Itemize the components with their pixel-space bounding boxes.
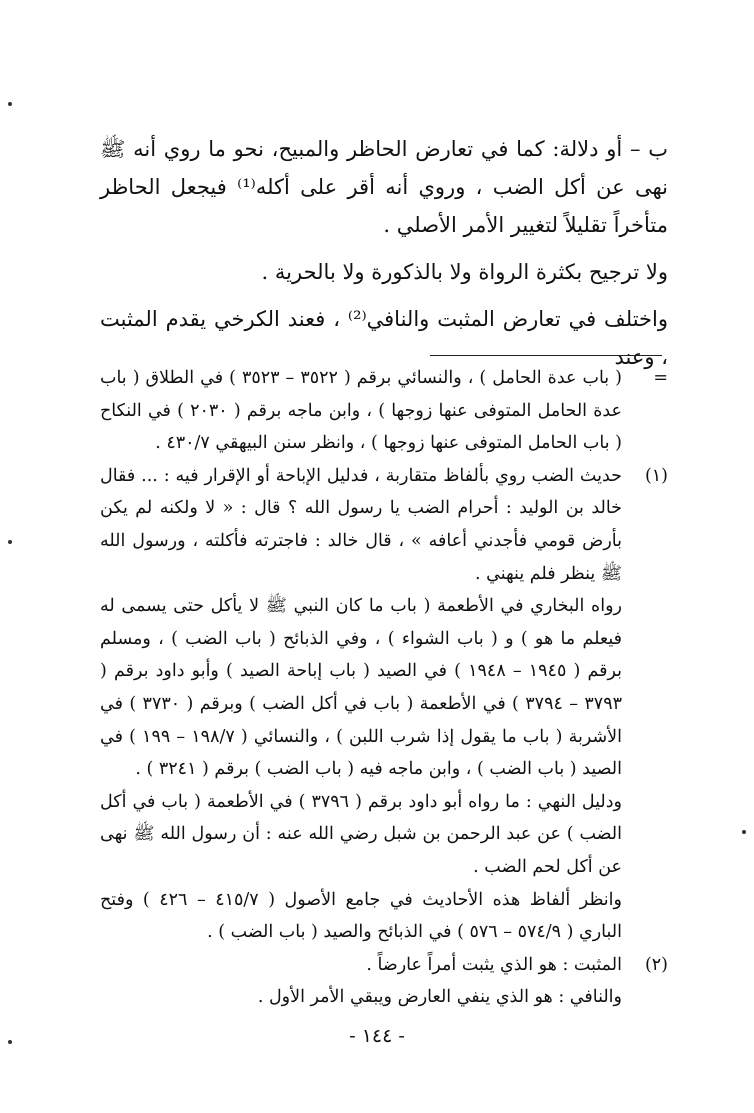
footnote-separator [430, 355, 662, 356]
main-paragraph: ب – أو دلالة: كما في تعارض الحاظر والمبيح، نحو ما روي أنه ﷺ نهى عن أكل الضب ، وروي أنه أقر على أكله⁽¹⁾ فيجعل الحاظر متأخراً تقليلاً لتغيير الأمر الأصلي . [100, 137, 668, 237]
footnote-continuation [100, 362, 668, 460]
page-number: - ١٤٤ - [349, 1025, 405, 1047]
footnote-paragraph: والنافي : هو الذي ينفي العارض ويبقي الأمر الأول . [257, 987, 622, 1008]
scan-mark [742, 830, 746, 834]
footnote-marker: (٢) [644, 954, 668, 975]
main-paragraph: واختلف في تعارض المثبت والنافي⁽²⁾ ، فعند الكرخي يقدم المثبت ، وعند [100, 307, 669, 369]
footnote-2 [100, 949, 668, 1014]
footnote-paragraph: حديث الضب روي بألفاظ متقاربة ، فدليل الإباحة أو الإقرار فيه : ... فقال خالد بن الوليد : أحرام الضب يا رسول الله ؟ قال : « لا ولكنه لم يكن بأرض قومي فأجدني أعافه » ، قال خالد : فاجترته فأكلته ، ورسول الله ﷺ ينظر فلم ينهني . [100, 465, 622, 584]
footnote-paragraph: وانظر ألفاظ هذه الأحاديث في جامع الأصول ( ٤١٥/٧ – ٤٢٦ ) وفتح الباري ( ٥٧٤/٩ – ٥٧٦ ) في الذبائح والصيد ( باب الضب ) . [100, 889, 622, 943]
footnote-marker: = [653, 368, 668, 388]
footnote-1 [100, 460, 668, 949]
footnote-body [100, 460, 622, 949]
scan-mark [8, 540, 12, 544]
footnote-marker: (١) [644, 465, 668, 486]
main-text [100, 130, 668, 385]
footnote-paragraph: المثبت : هو الذي يثبت أمراً عارضاً . [366, 954, 622, 975]
footnotes [100, 362, 668, 1014]
footnote-paragraph: رواه البخاري في الأطعمة ( باب ما كان النبي ﷺ لا يأكل حتى يسمى له فيعلم ما هو ) و ( باب الشواء ) ، وفي الذبائح ( باب الضب ) ، ومسلم برقم ( ١٩٤٥ – ١٩٤٨ ) في الصيد ( باب إباحة الصيد ) وأبو داود برقم ( ٣٧٩٣ – ٣٧٩٤ ) في الأطعمة ( باب في أكل الضب ) وبرقم ( ٣٧٣٠ ) في الأشربة ( باب ما يقول إذا شرب اللبن ) ، والنسائي ( ١٩٨/٧ – ١٩٩ ) في الصيد ( باب الضب ) ، وابن ماجه فيه ( باب الضب ) برقم ( ٣٢٤١ ) . [100, 596, 622, 780]
footnote-paragraph: ( باب عدة الحامل ) ، والنسائي برقم ( ٣٥٢٢ – ٣٥٢٣ ) في الطلاق ( باب عدة الحامل المتوفى عنها زوجها ) ، وابن ماجه برقم ( ٢٠٣٠ ) في النكاح ( باب الحامل المتوفى عنها زوجها ) ، وانظر سنن البيهقي ٤٣٠/٧ . [100, 368, 622, 454]
footnote-paragraph: ودليل النهي : ما رواه أبو داود برقم ( ٣٧٩٦ ) في الأطعمة ( باب في أكل الضب ) عن عبد الرحمن بن شبل رضي الله عنه : أن رسول الله ﷺ نهى عن أكل لحم الضب . [100, 791, 623, 877]
scan-mark [8, 102, 12, 106]
footnote-body [100, 949, 622, 1014]
main-paragraph: ولا ترجيح بكثرة الرواة ولا بالذكورة ولا بالحرية . [261, 260, 668, 284]
footnote-body [100, 362, 622, 460]
